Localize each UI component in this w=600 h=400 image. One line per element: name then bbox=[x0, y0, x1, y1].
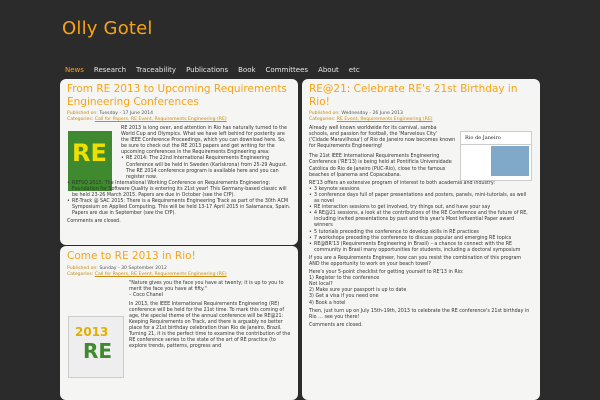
post-paragraph: Then, just turn up on July 15th-19th, 2013 to celebrate the RE conference's 21st birthday in Rio … see you there! bbox=[309, 308, 530, 320]
published-date: Wednesday - 26 June 2013 bbox=[341, 111, 403, 116]
comments-closed: Comments are closed. bbox=[309, 322, 363, 328]
categories-label: Categories: bbox=[309, 117, 336, 122]
checklist-item: 2) Make sure your passport is up to date bbox=[309, 288, 407, 294]
list-item: • RE 2014: The 22nd International Requirements Engineering Conference will be held in Sweden (Karlskrona) from 25-29 August. The RE 2014 conference program is available here and you can register now. bbox=[121, 156, 291, 180]
post-card bbox=[60, 79, 298, 245]
list-item: • REFSQ 2015: The International Working Conference on Requirements Engineering: Foundation for Software Quality is entering its 21st year! This Germany-based classic will be held 23-26 March 2015. Papers are due in October (see the CfP). bbox=[67, 181, 291, 199]
categories-links[interactable]: Call for Papers, RE Event, Requirements Engineering (RE) bbox=[94, 117, 227, 122]
re2013-poster-image: RE bbox=[68, 131, 112, 191]
post-title[interactable]: Come to RE 2013 in Rio! bbox=[67, 250, 196, 262]
conference-list bbox=[121, 156, 291, 180]
post-paragraph: In 2013, the IEEE International Requirements Engineering (RE) conference will be held for the 21st time. To mark this coming of age, the special theme of the annual conference will be RE@21: Keeping Requirements on Track, and there is arguably no better place for a 21st birthday celebration than Rio de Janeiro, Brazil. Turning 21, it is the perfect time to examine the contribution of the RE conference series to the state of the art of RE practice (to explore trends, patterns, progress and bbox=[129, 301, 291, 350]
list-item: • 5 tutorials preceding the conference to develop skills in RE practices bbox=[309, 230, 533, 236]
nav-traceability[interactable]: Traceability bbox=[136, 66, 177, 74]
nav-research[interactable]: Research bbox=[93, 66, 127, 74]
post-card bbox=[60, 246, 298, 400]
checklist-item: 1) Register to the conference bbox=[309, 276, 380, 282]
checklist-item: 4) Book a hotel bbox=[309, 300, 346, 306]
re2013-logo-image: 2013 RE bbox=[68, 316, 124, 378]
program-list bbox=[309, 187, 533, 254]
list-item: • 4 RE@21 sessions, a look at the contributions of the RE Conference and the future of RE, including invited presentations by past and this year's Most Influential Paper award winners bbox=[309, 211, 533, 229]
published-date: Tuesday - 17 June 2014 bbox=[99, 111, 154, 116]
post-paragraph: The 21st IEEE International Requirements Engineering Conference ('RE'13) is being held at Pontifícia Universidade Católica do Rio de Janeiro (PUC-Rio), close to the famous beaches of Ipanema and Copacabana. bbox=[309, 154, 452, 178]
checklist-item: 3) Get a visa if you need one bbox=[309, 294, 379, 300]
categories-label: Categories: bbox=[67, 271, 94, 277]
post-paragraph: RE'13 offers an extensive program of interest to both academia and industry: bbox=[309, 180, 496, 186]
wikipedia-rio-screenshot bbox=[460, 131, 532, 181]
post-meta bbox=[309, 111, 533, 123]
nav-book[interactable]: Book bbox=[238, 66, 256, 74]
post-intro: Already well known worldwide for its carnival, samba schools, and passion for football, the 'Marvelous City' ('Cidade Maravilhosa') of Rio de Janeiro now becomes known for Requirements Engineering! bbox=[309, 126, 456, 150]
categories-label: Categories: bbox=[67, 117, 94, 122]
published-label: Published on: bbox=[309, 111, 340, 116]
post-intro: RE 2013 is long over, and attention in Rio has naturally turned to the World Cup and Olympics. What we have left behind for posterity are the IEEE Conference Proceedings, which you can download here. So, be sure to check out the RE 2013 papers and get writing for the upcoming conferences in the Requirements Engineering area: bbox=[121, 126, 288, 156]
conference-list-cont bbox=[67, 181, 291, 218]
nav-committees[interactable]: Committees bbox=[265, 66, 309, 74]
list-item: • RE-Track @ SAC 2015: There is a Requirements Engineering Track as part of the 30th ACM Symposium on Applied Computing. This will be held 13-17 April 2015 in Salamanca, Spain. Papers are due in September (see the CfP). bbox=[67, 199, 291, 217]
nav-about[interactable]: About bbox=[318, 66, 339, 74]
published-label: Published on: bbox=[67, 265, 98, 271]
categories-links[interactable]: Call for Papers, RE Event, Requirements Engineering (RE) bbox=[94, 271, 227, 277]
post-meta bbox=[67, 266, 291, 278]
checklist-item: Not local? bbox=[309, 282, 333, 288]
site-title[interactable]: Olly Gotel bbox=[62, 18, 153, 39]
categories-links[interactable]: RE Event, Requirements Engineering (RE) bbox=[336, 117, 433, 122]
post-title[interactable]: From RE 2013 to Upcoming Requirements Engineering Conferences bbox=[67, 83, 287, 108]
published-date: Sunday - 30 September 2012 bbox=[99, 265, 167, 271]
nav-news[interactable]: News bbox=[65, 66, 84, 74]
main-nav bbox=[60, 62, 365, 78]
list-item: • RE interaction sessions to get involved, try things out, and have your say bbox=[309, 205, 533, 211]
quote: "Nature gives you the face you have at twenty; it is up to you to merit the face you have at fifty." bbox=[129, 280, 284, 292]
list-item: • RE@BR'13 (Requirements Engineering in Brasil) – a chance to connect with the RE community in Brasil many opportunities for students, including a doctoral symposium bbox=[309, 242, 533, 254]
post-title[interactable]: RE@21: Celebrate RE's 21st Birthday in Rio! bbox=[309, 83, 518, 108]
wiki-caption: Rio de Janeiro bbox=[461, 132, 531, 145]
rio-photo bbox=[491, 146, 529, 176]
list-item: • 3 conference days full of paper presentations and posters, panels, mini-tutorials, as well as novel bbox=[309, 193, 533, 205]
quote-author: – Coco Chanel bbox=[129, 292, 163, 298]
list-item: • 3 keynote sessions bbox=[309, 187, 533, 193]
list-item: • 7 workshops preceding the conference to discuss popular and emerging RE topics bbox=[309, 236, 533, 242]
published-label: Published on: bbox=[67, 111, 98, 116]
post-paragraph: If you are a Requirements Engineer, how can you resist the combination of this program AND the opportunity to work on your beach towel? bbox=[309, 255, 522, 267]
post-card bbox=[302, 79, 540, 400]
nav-publications[interactable]: Publications bbox=[186, 66, 229, 74]
comments-closed: Comments are closed. bbox=[67, 219, 121, 225]
post-paragraph: Here's your 5-point checklist for getting yourself to RE'13 in Rio: bbox=[309, 270, 464, 276]
post-meta bbox=[67, 111, 291, 123]
nav-etc[interactable]: etc bbox=[348, 66, 360, 74]
